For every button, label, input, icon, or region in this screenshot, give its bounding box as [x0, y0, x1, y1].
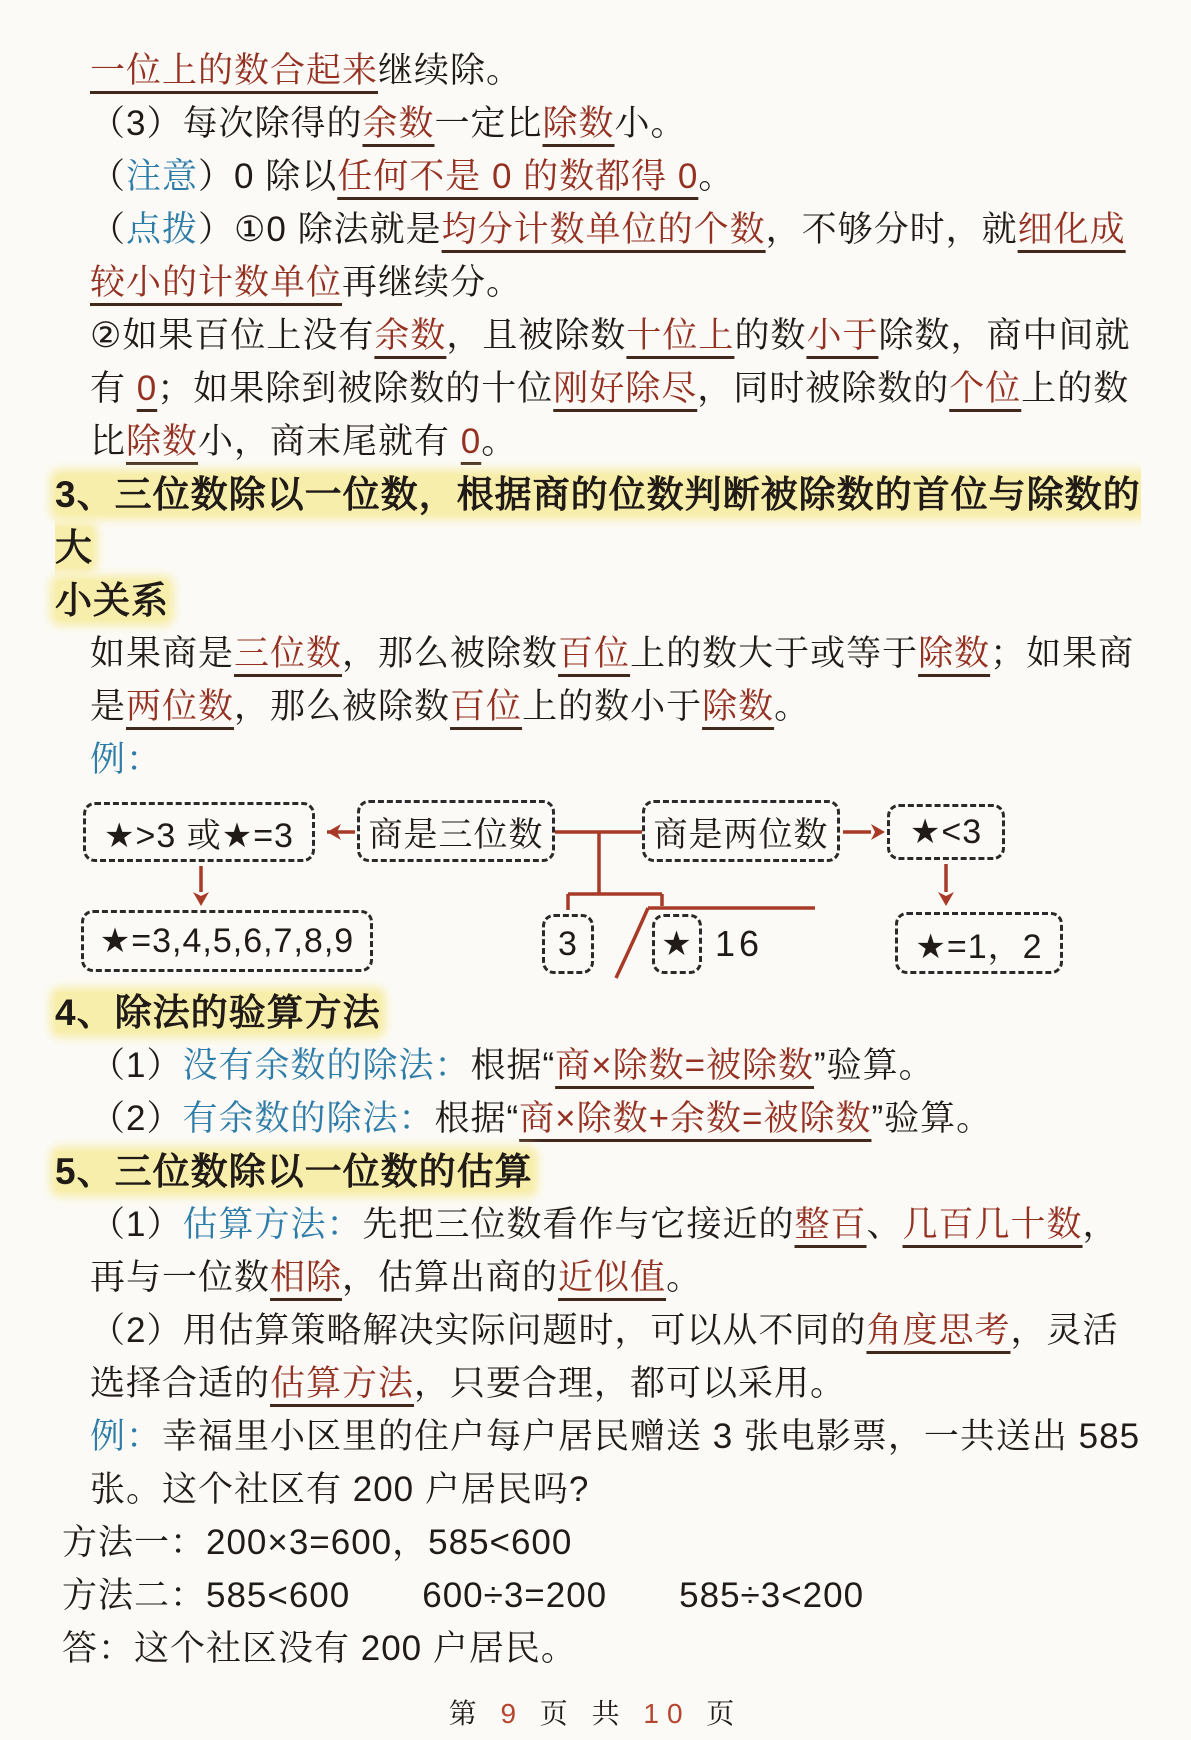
- text-line: [0, 44, 1191, 97]
- text-segment: ，不够分时，就: [765, 210, 1018, 249]
- text-segment: 张。这个社区有 200 户居民吗?: [90, 1470, 590, 1509]
- text-segment: ，那么被除数: [342, 634, 559, 673]
- heading-highlight: [55, 992, 381, 1033]
- heading-highlight: [55, 474, 1141, 568]
- text-segment: 、: [866, 1205, 903, 1244]
- text-segment: 10: [643, 1698, 691, 1729]
- heading-line: [0, 468, 1191, 574]
- text-line: [0, 256, 1191, 309]
- text-segment: 有余数的除法：: [182, 1099, 435, 1138]
- text-segment: 刚好除尽: [553, 369, 698, 408]
- text-segment: 页: [690, 1698, 743, 1729]
- text-segment: 角度思考: [866, 1311, 1011, 1350]
- text-segment: 小关系: [55, 580, 169, 621]
- text-segment: 任何不是 0 的数都得 0: [337, 157, 699, 196]
- text-segment: 均分计数单位的个数: [441, 210, 766, 249]
- text-segment: ）①0 除法就是: [198, 210, 442, 249]
- text-line: [0, 203, 1191, 256]
- text-segment: 余数: [374, 316, 447, 355]
- text-segment: 再与一位数: [90, 1258, 271, 1297]
- text-segment: 答：这个社区没有 200 户居民。: [62, 1629, 577, 1668]
- text-segment: ，只要合理，都可以采用。: [414, 1364, 847, 1403]
- text-line: [0, 627, 1191, 680]
- text-segment: 点拨: [126, 210, 199, 249]
- text-segment: 商×除数=被除数: [555, 1046, 815, 1085]
- text-segment: 近似值: [558, 1258, 667, 1297]
- quotient-digits-diagram: [65, 794, 1130, 982]
- text-segment: 根据“: [470, 1046, 556, 1085]
- text-segment: 幸福里小区里的住户每户居民赠送 3 张电影票，一共送出 585: [162, 1417, 1141, 1456]
- diagram-divisor-box: 3: [542, 914, 594, 974]
- text-segment: 有: [90, 369, 137, 408]
- text-segment: 相除: [270, 1258, 343, 1297]
- text-line: [0, 1039, 1191, 1092]
- text-segment: 。: [774, 687, 811, 726]
- text-line: [0, 1622, 1191, 1675]
- text-line: [0, 97, 1191, 150]
- text-segment: 。: [666, 1258, 703, 1297]
- heading-highlight: [55, 580, 169, 621]
- text-segment: 方法二：585<600 600÷3=200 585÷3<200: [62, 1576, 865, 1615]
- text-line: [0, 309, 1191, 362]
- text-line: [0, 362, 1191, 415]
- text-segment: 除数: [542, 104, 615, 143]
- diagram-box-star-set-high: ★=3,4,5,6,7,8,9: [81, 910, 373, 972]
- text-segment: 较小的计数单位: [90, 263, 343, 302]
- text-segment: ）0 除以: [198, 157, 338, 196]
- text-segment: ，估算出商的: [342, 1258, 559, 1297]
- diagram-dividend-star-box: ★: [652, 914, 702, 974]
- text-segment: 选择合适的: [90, 1364, 271, 1403]
- text-segment: 一定比: [434, 104, 543, 143]
- heading-line: [0, 1145, 1191, 1198]
- text-segment: 上的数大于或等于: [630, 634, 919, 673]
- text-segment: 5、三位数除以一位数的估算: [55, 1151, 533, 1192]
- text-segment: 余数: [362, 104, 435, 143]
- text-segment: 十位上: [626, 316, 735, 355]
- text-segment: ，: [1082, 1205, 1119, 1244]
- text-line: [0, 1251, 1191, 1304]
- text-segment: ，且被除数: [446, 316, 627, 355]
- text-block-bottom: [0, 986, 1191, 1740]
- text-segment: 如果商是: [90, 634, 235, 673]
- text-line: [0, 1092, 1191, 1145]
- text-segment: （: [90, 157, 127, 196]
- diagram-dividend-rest: 16: [715, 923, 764, 964]
- text-segment: ”验算。: [871, 1099, 993, 1138]
- text-segment: 例：: [90, 1417, 163, 1456]
- text-segment: 4、除法的验算方法: [55, 992, 381, 1033]
- diagram-box-quotient-three-digits: 商是三位数: [357, 800, 555, 862]
- text-line: [0, 680, 1191, 733]
- text-segment: 除数: [126, 422, 199, 461]
- text-segment: 个位: [949, 369, 1022, 408]
- text-segment: 3、三位数除以一位数，根据商的位数判断被除数的首位与除数的大: [55, 474, 1141, 568]
- diagram-box-star-lt-3: ★<3: [887, 804, 1005, 860]
- text-line: [0, 1463, 1191, 1516]
- heading-highlight: [55, 1151, 533, 1192]
- text-segment: ，同时被除数的: [697, 369, 950, 408]
- text-segment: 估算方法: [270, 1364, 415, 1403]
- diagram-box-star-gte-3: ★>3 或★=3: [83, 802, 315, 862]
- text-segment: （1）: [90, 1046, 183, 1085]
- text-line: [0, 150, 1191, 203]
- text-line: [0, 1687, 1191, 1740]
- text-segment: 第: [448, 1698, 501, 1729]
- text-segment: 先把三位数看作与它接近的: [362, 1205, 795, 1244]
- text-segment: 除数: [918, 634, 991, 673]
- text-segment: 除数，商中间就: [878, 316, 1131, 355]
- text-segment: 除数: [702, 687, 775, 726]
- text-line: [0, 1569, 1191, 1622]
- text-segment: 百位: [450, 687, 523, 726]
- text-segment: 商×除数+余数=被除数: [519, 1099, 872, 1138]
- text-segment: 小于: [806, 316, 879, 355]
- text-segment: 比: [90, 422, 127, 461]
- text-segment: 估算方法：: [182, 1205, 363, 1244]
- text-segment: 两位数: [126, 687, 235, 726]
- text-segment: 注意: [126, 157, 199, 196]
- text-segment: 。: [698, 157, 735, 196]
- text-segment: ；如果除到被除数的十位: [157, 369, 554, 408]
- text-segment: 根据“: [434, 1099, 520, 1138]
- text-segment: 百位: [558, 634, 631, 673]
- text-segment: ②如果百位上没有: [90, 316, 375, 355]
- text-segment: 继续除。: [378, 51, 523, 90]
- text-segment: 一位上的数合起来: [90, 51, 379, 90]
- text-segment: 整百: [794, 1205, 867, 1244]
- text-segment: 0: [136, 369, 158, 408]
- text-segment: （3）每次除得的: [90, 104, 363, 143]
- text-line: [0, 1304, 1191, 1357]
- text-line: [0, 1410, 1191, 1463]
- text-segment: ；如果商: [990, 634, 1135, 673]
- text-segment: 0: [460, 422, 482, 461]
- text-segment: 9: [500, 1698, 525, 1729]
- heading-line: [0, 986, 1191, 1039]
- text-segment: 页 共: [524, 1698, 644, 1729]
- text-segment: 细化成: [1017, 210, 1126, 249]
- text-segment: 小。: [614, 104, 687, 143]
- text-segment: 再继续分。: [342, 263, 523, 302]
- text-line: [0, 1198, 1191, 1251]
- text-segment: 三位数: [234, 634, 343, 673]
- text-segment: ，那么被除数: [234, 687, 451, 726]
- text-segment: ”验算。: [814, 1046, 935, 1085]
- text-line: [0, 1357, 1191, 1410]
- text-segment: 。: [481, 422, 518, 461]
- text-segment: 上的数: [1021, 369, 1130, 408]
- text-line: [0, 415, 1191, 468]
- text-segment: 没有余数的除法：: [182, 1046, 471, 1085]
- text-line: [0, 733, 1191, 786]
- text-segment: 是: [90, 687, 127, 726]
- text-segment: （1）: [90, 1205, 183, 1244]
- text-line: [0, 1516, 1191, 1569]
- text-segment: 小，商末尾就有: [198, 422, 461, 461]
- text-segment: （2）用估算策略解决实际问题时，可以从不同的: [90, 1311, 867, 1350]
- heading-line: [0, 574, 1191, 627]
- diagram-box-star-set-low: ★=1，2: [895, 912, 1063, 974]
- diagram-box-quotient-two-digits: 商是两位数: [642, 800, 840, 862]
- text-segment: （2）: [90, 1099, 183, 1138]
- text-segment: 方法一：200×3=600，585<600: [62, 1523, 573, 1562]
- text-segment: （: [90, 210, 127, 249]
- text-segment: 的数: [734, 316, 807, 355]
- text-segment: 几百几十数: [902, 1205, 1083, 1244]
- text-block-top: [0, 44, 1191, 786]
- text-segment: 上的数小于: [522, 687, 703, 726]
- text-segment: ，灵活: [1010, 1311, 1119, 1350]
- text-segment: 例：: [90, 740, 163, 779]
